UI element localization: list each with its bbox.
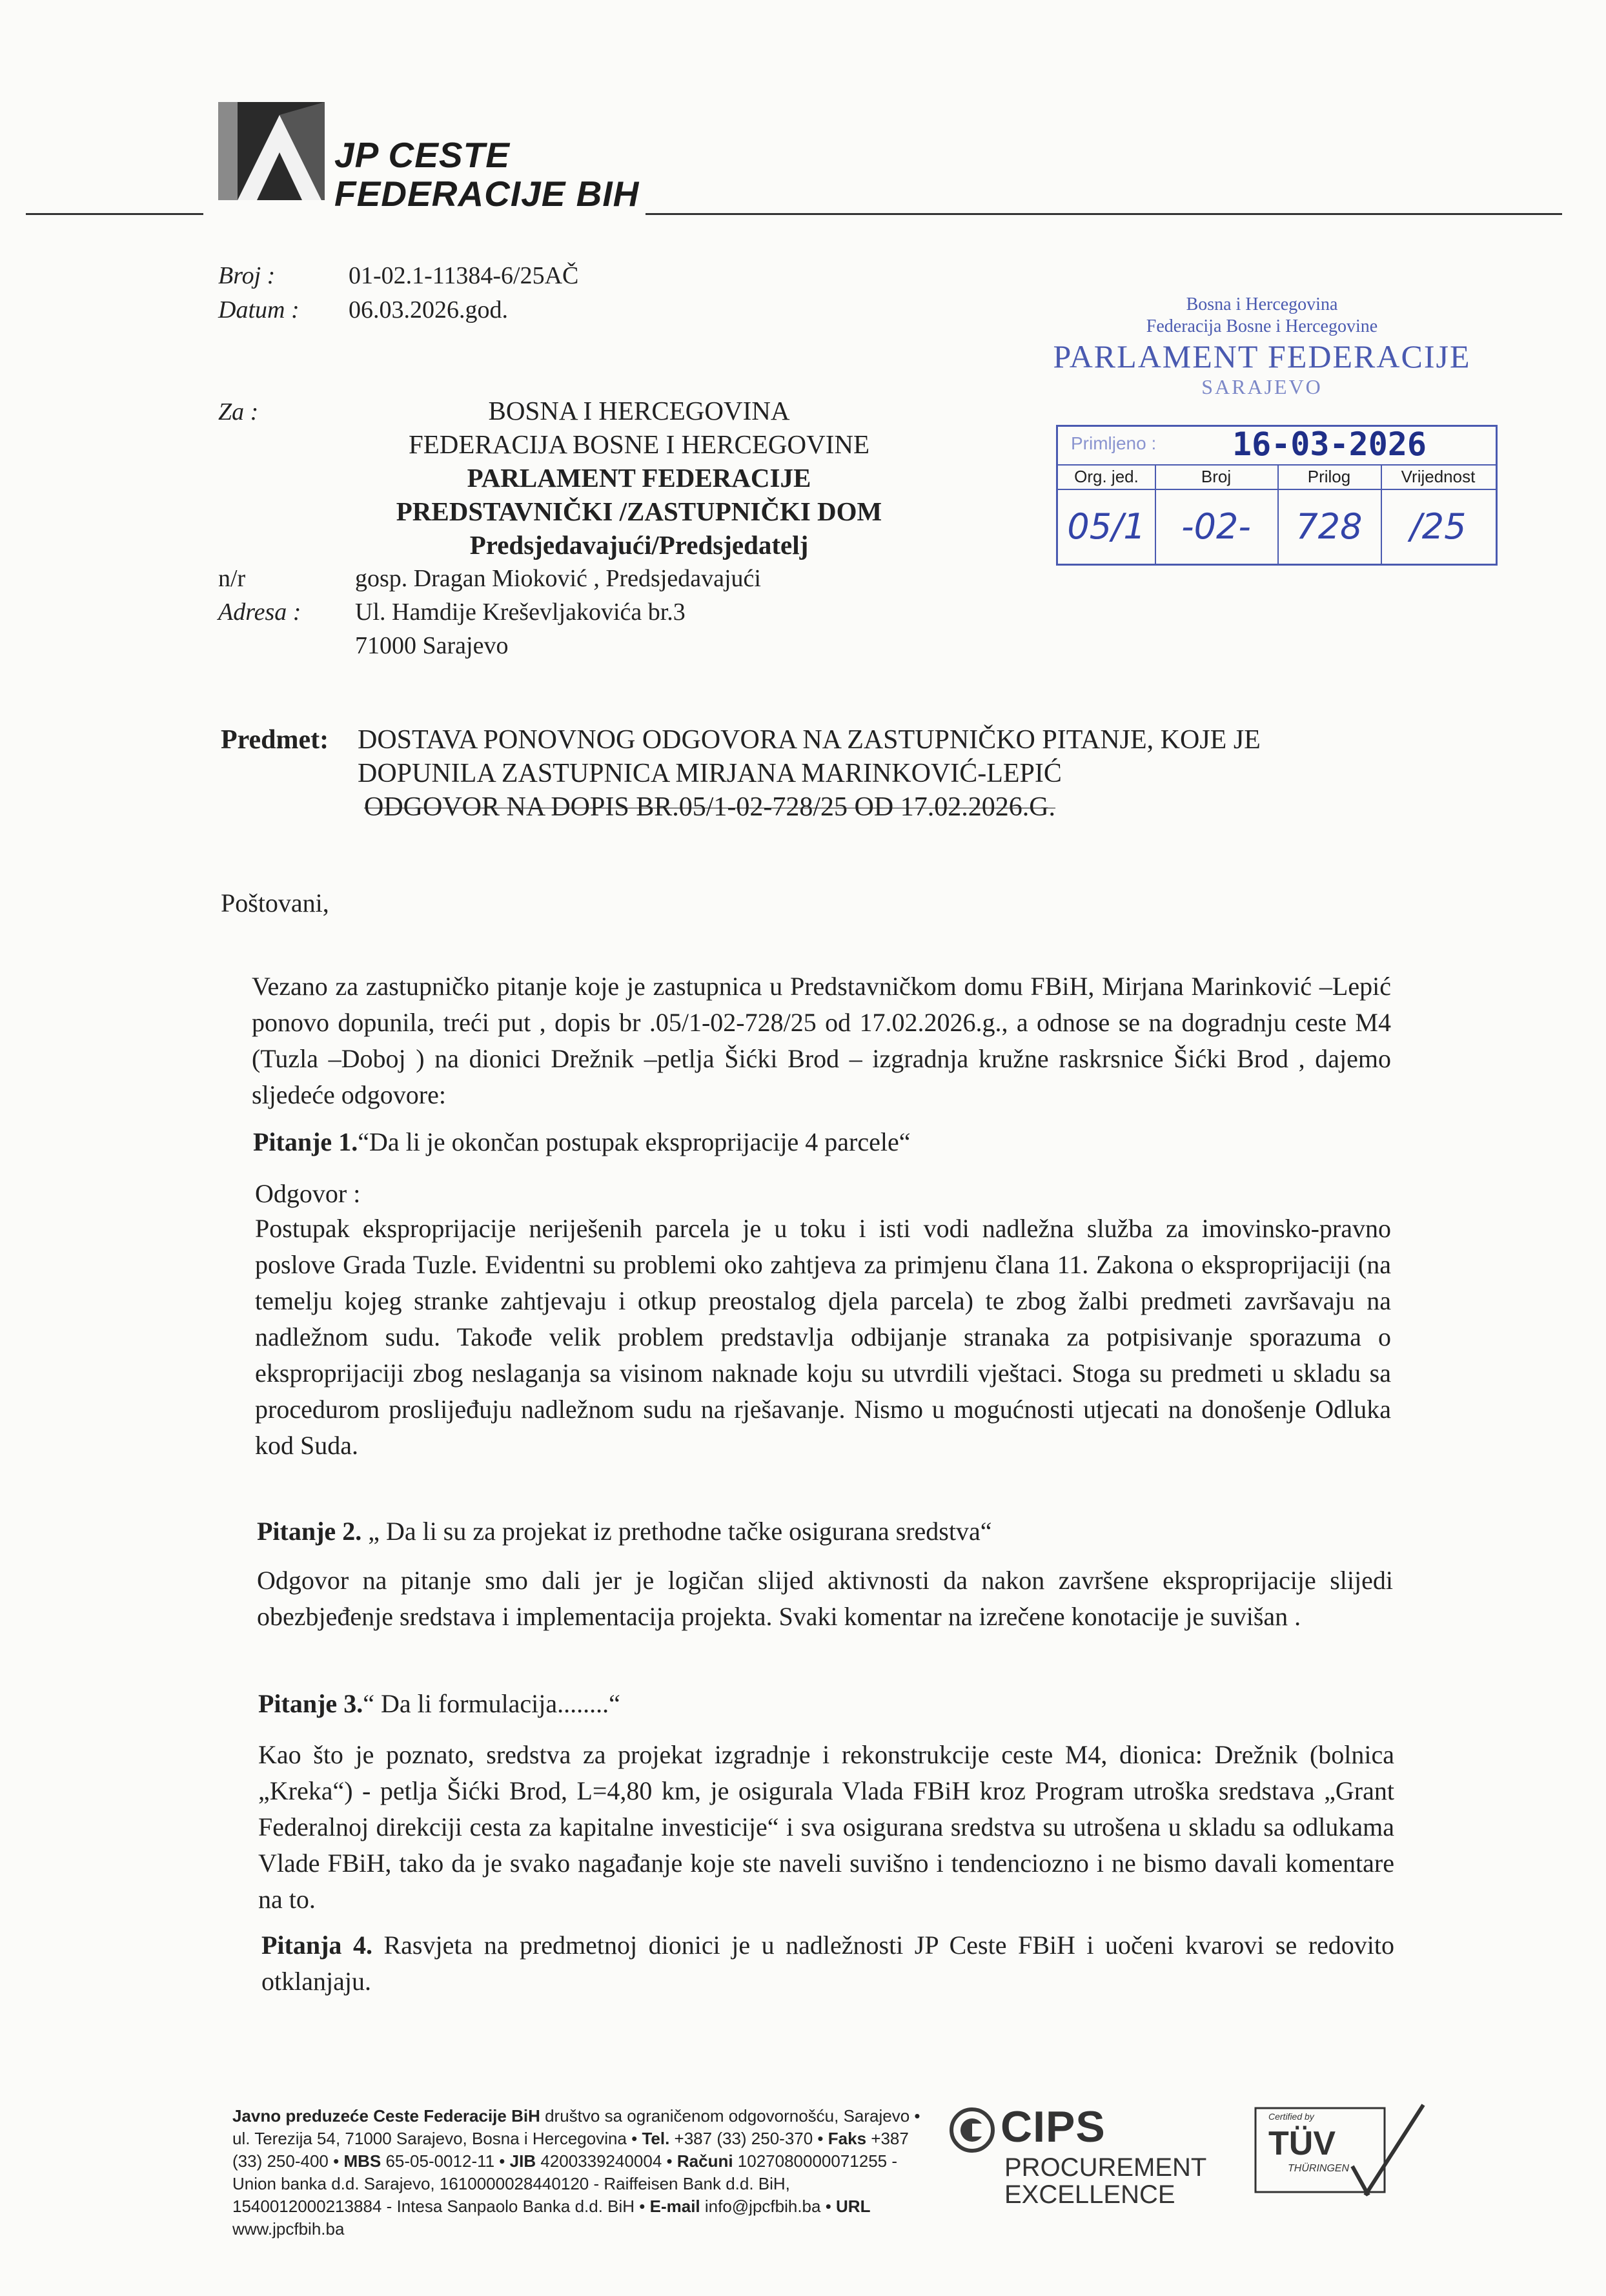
nr-label: n/r <box>218 565 246 592</box>
cips-name: CIPS <box>1001 2102 1106 2151</box>
subject-block <box>221 723 1486 824</box>
stamp-received-date: 16-03-2026 <box>1232 425 1427 463</box>
question-2 <box>257 1516 991 1546</box>
question-2-text: „ Da li su za projekat iz prethodne tačke osigurana sredstva“ <box>361 1517 992 1546</box>
question-3-text: “ Da li formulacija........“ <box>363 1689 620 1718</box>
stamp-col-vrijednost: Vrijednost <box>1401 466 1476 486</box>
addressee-line3: PARLAMENT FEDERACIJE <box>467 463 811 493</box>
addressee-line4: PREDSTAVNIČKI /ZASTUPNIČKI DOM <box>396 497 882 526</box>
stamp-handwritten-row <box>1058 489 1496 564</box>
subject-line2: DOPUNILA ZASTUPNICA MIRJANA MARINKOVIĆ-LEPIĆ <box>358 759 1062 788</box>
stamp-header-row <box>1058 464 1496 490</box>
answer-1-label: Odgovor : <box>255 1179 361 1208</box>
tuv-name: TÜV <box>1268 2125 1336 2162</box>
tuv-top: Certified by <box>1268 2111 1314 2122</box>
cips-line1: PROCUREMENT <box>1004 2153 1207 2182</box>
question-1 <box>253 1127 911 1157</box>
header-rule-right <box>645 213 1562 215</box>
cips-logo <box>949 2102 1226 2211</box>
stamp-line3: PARLAMENT FEDERACIJE <box>1053 338 1471 374</box>
addressee-block <box>349 394 930 562</box>
stamp-hand-prilog: 728 <box>1277 489 1382 564</box>
adresa-label: Adresa : <box>218 599 301 626</box>
za-label: Za : <box>218 398 259 425</box>
answer-1: Postupak eksproprijacije neriješenih parcela je u toku i isti vodi nadležna služba za imovinsko-pravno poslove Grada Tuzle. Evidentni su problemi oko zahtjeva za primjenu člana 11. Zakona o eksproprijaciji (na temelju kojeg stranke zahtjevaju i otkup preostalog djela parcela) te zbog žalbi predmeti završavaju na nadležnom sudu. Takođe velik problem predstavlja odbijanje stranaka za potpisivanje sporazuma o eksproprijaciji zbog neslaganja sa visinom naknade koju su utvrdili vještaci. Stoga su predmeti u skladu sa procedurom proslijeđuju nadležnom sudu na rješavanje. Nismo u mogućnosti utjecati na donošenje Odluka kod Suda. <box>255 1214 1391 1460</box>
stamp-hand-vrijednost: /25 <box>1410 506 1467 547</box>
addressee-line5: Predsjedavajući/Predsjedatelj <box>469 530 809 560</box>
parliament-receipt-stamp <box>1020 294 1504 398</box>
question-4-label: Pitanja 4. <box>261 1931 372 1960</box>
stamp-col-prilog: Prilog <box>1277 464 1382 489</box>
subject-line3: ODGOVOR NA DOPIS BR.05/1-02-728/25 OD 17.02.2026.G. <box>364 792 1056 822</box>
tuv-certification-logo <box>1249 2098 1430 2208</box>
question-3 <box>258 1688 620 1719</box>
nr-value: gosp. Dragan Mioković , Predsjedavajući <box>355 565 761 592</box>
adresa-line2: 71000 Sarajevo <box>355 632 509 659</box>
stamp-received-label: Primljeno : <box>1071 433 1157 453</box>
broj-label: Broj : <box>218 262 276 289</box>
stamp-line4: SARAJEVO <box>1201 375 1323 398</box>
jp-ceste-logo-mark <box>218 102 325 200</box>
cips-emblem-icon <box>949 2107 995 2153</box>
question-4-text: Rasvjeta na predmetnoj dionici je u nadležnosti JP Ceste FBiH i uočeni kvarovi se redovito otklanjaju. <box>261 1931 1395 1996</box>
stamp-hand-broj: -02- <box>1155 489 1279 564</box>
tuv-sub: THÜRINGEN <box>1288 2163 1350 2174</box>
intro-paragraph: Vezano za zastupničko pitanje koje je zastupnica u Predstavničkom domu FBiH, Mirjana Marinković –Lepić ponovo dopunila, treći put , dopis br .05/1-02-728/25 od 17.02.2026.g., a odnose se na dogradnju ceste M4 (Tuzla –Doboj ) na dionici Drežnik –petlja Šićki Brod – izgradnja kružne raskrsnice Šićki Brod , dajemo sljedeće odgovore: <box>252 972 1391 1109</box>
question-4 <box>261 1927 1394 2000</box>
greeting: Poštovani, <box>221 888 329 917</box>
question-2-label: Pitanje 2. <box>257 1517 362 1546</box>
stamp-hand-org: 05/1 <box>1058 489 1156 564</box>
answer-2: Odgovor na pitanje smo dali jer je logičan slijed aktivnosti da nakon završene eksproprijacije slijedi obezbjeđenje sredstava i implementacija projekta. Svaki komentar na izrečene konotacije je suvišan . <box>257 1566 1393 1631</box>
stamp-line2: Federacija Bosne i Hercegovine <box>1146 316 1378 336</box>
question-1-text: “Da li je okončan postupak eksproprijacije 4 parcele“ <box>358 1127 911 1156</box>
company-logo-text: JP CESTE FEDERACIJE BIH <box>334 135 640 214</box>
header-rule-left <box>26 213 203 215</box>
datum-value: 06.03.2026.god. <box>349 296 508 323</box>
stamp-col-broj: Broj <box>1155 464 1279 489</box>
question-3-label: Pitanje 3. <box>258 1689 363 1718</box>
cips-line2: EXCELLENCE <box>1004 2180 1175 2209</box>
stamp-line1: Bosna i Hercegovina <box>1186 294 1338 314</box>
question-1-label: Pitanje 1. <box>253 1127 358 1156</box>
adresa-line1: Ul. Hamdije Kreševljakovića br.3 <box>355 599 686 626</box>
subject-line1: DOSTAVA PONOVNOG ODGOVORA NA ZASTUPNIČKO PITANJE, KOJE JE <box>358 725 1261 755</box>
datum-label: Datum : <box>218 296 300 323</box>
broj-value: 01-02.1-11384-6/25AČ <box>349 262 579 289</box>
stamp-register-box <box>1056 425 1498 566</box>
stamp-col-org: Org. jed. <box>1058 464 1156 489</box>
subject-label: Predmet: <box>221 725 329 755</box>
addressee-line1: BOSNA I HERCEGOVINA <box>488 396 790 425</box>
addressee-line2: FEDERACIJA BOSNE I HERCEGOVINE <box>408 429 870 459</box>
stamp-received-row <box>1058 427 1496 466</box>
answer-3: Kao što je poznato, sredstva za projekat izgradnje i rekonstrukcije ceste M4, dionica: Drežnik (bolnica „Kreka“) - petlja Šićki Brod, L=4,80 km, je osigurala Vlada FBiH kroz Program utroška sredstava „Grant Federalnoj direkciji cesta za kapitalne investicije“ i sva osigurana sredstva su utrošena u skladu sa odlukama Vlade FBiH, tako da je svako nagađanje koje ste naveli suvišno i tendenciozno i ne bismo davali komentare na to. <box>258 1740 1394 1914</box>
company-footer: Javno preduzeće Ceste Federacije BiH društvo sa ograničenom odgovornošću, Sarajevo • ul. Terezija 54, 71000 Sarajevo, Bosna i Hercegovina • Tel. +387 (33) 250-370 • Faks +387 (33) 250-400 • MBS 65-05-0012-11 • JIB 4200339240004 • Računi 1027080000071255 - Union banka d.d. Sarajevo, 1610000028440120 - Raiffeisen Bank d.d. BiH, 1540012000213884 - Intesa Sanpaolo Banka d.d. BiH • E-mail info@jpcfbih.ba • URL www.jpcfbih.ba <box>232 2106 920 2239</box>
